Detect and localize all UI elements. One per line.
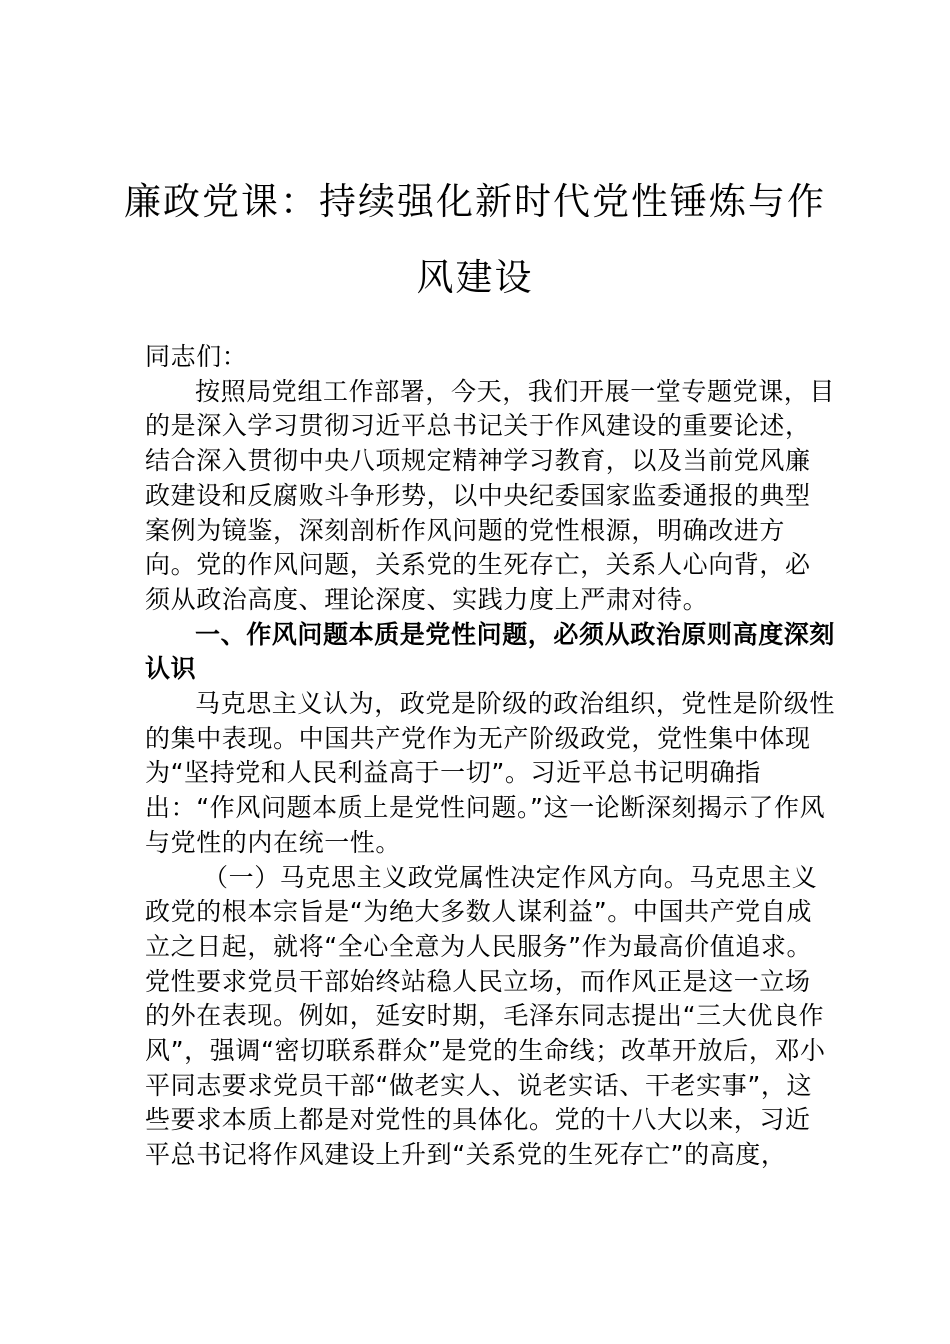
section-1-heading: 一、作风问题本质是党性问题，必须从政治原则高度深刻认识 — [145, 619, 836, 684]
section-1-subsection-1: （一）马克思主义政党属性决定作风方向。马克思主义政党的根本宗旨是“为绝大多数人谋利益”。中国共产党自成立之日起，就将“全心全意为人民服务”作为最高价值追求。党性要求党员干部始终站稳人民立场，而作风正是这一立场的外在表现。例如，延安时期，毛泽东同志提出“三大优良作风”，强调“密切联系群众”是党的生命线；改革开放后，邓小平同志要求党员干部“做老实人、说老实话、干老实事”，这些要求本质上都是对党性的具体化。党的十八大以来，习近平总书记将作风建设上升到“关系党的生死存亡”的高度， — [145, 862, 826, 1170]
intro-paragraph: 按照局党组工作部署，今天，我们开展一堂专题党课，目的是深入学习贯彻习近平总书记关于作风建设的重要论述，结合深入贯彻中央八项规定精神学习教育，以及当前党风廉政建设和反腐败斗争形势，以中央纪委国家监委通报的典型案例为镜鉴，深刻剖析作风问题的党性根源，明确改进方向。党的作风问题，关系党的生死存亡，关系人心向背，必须从政治高度、理论深度、实践力度上严肃对待。 — [145, 376, 836, 614]
document-body — [145, 340, 835, 1173]
section-1-paragraph: 马克思主义认为，政党是阶级的政治组织，党性是阶级性的集中表现。中国共产党作为无产阶级政党，党性集中体现为“坚持党和人民利益高于一切”。习近平总书记明确指出：“作风问题本质上是党性问题。”这一论断深刻揭示了作风与党性的内在统一性。 — [145, 689, 836, 857]
document-title: 廉政党课：持续强化新时代党性锤炼与作风建设 — [124, 180, 826, 299]
salutation: 同志们： — [145, 342, 248, 371]
